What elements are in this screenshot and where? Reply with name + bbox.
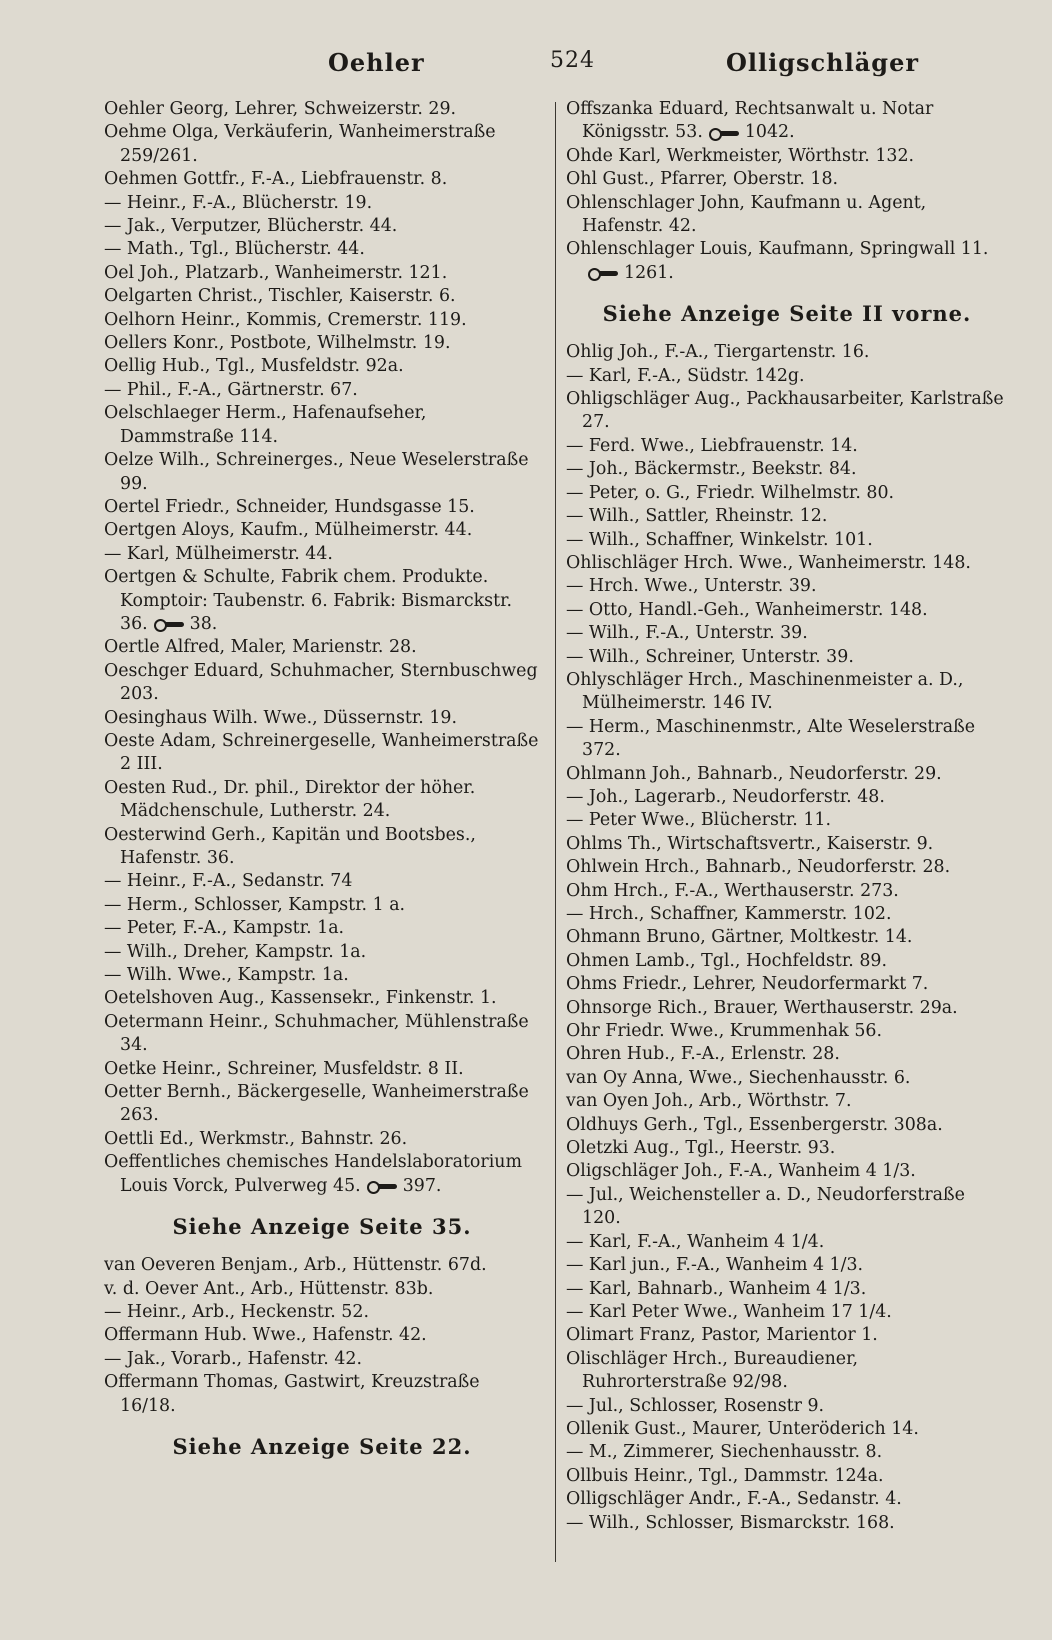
directory-entry (104, 332, 540, 355)
entry-text: — Herm., Maschinenmstr., Alte Weselerstraße 372. (566, 716, 976, 761)
entry-text: van Oyen Joh., Arb., Wörthstr. 7. (566, 1091, 852, 1112)
directory-entry (566, 1067, 1008, 1090)
entry-text: — Peter, F.-A., Kampstr. 1a. (104, 918, 345, 939)
entry-text: Oelze Wilh., Schreinerges., Neue Weselerstraße 99. (104, 450, 529, 494)
entry-text: — Peter, o. G., Friedr. Wilhelmstr. 80. (566, 482, 895, 503)
directory-entry (566, 786, 1008, 809)
entry-text: — Karl, F.-A., Wanheim 4 1/4. (566, 1231, 825, 1252)
entry-text: — Joh., Bäckermstr., Beekstr. 84. (566, 459, 857, 480)
entry-text: — Math., Tgl., Blücherstr. 44. (104, 239, 365, 260)
directory-entry (104, 1128, 540, 1151)
directory-entry (104, 730, 540, 777)
entry-text: Oletzki Aug., Tgl., Heerstr. 93. (566, 1138, 836, 1159)
entry-text: Ohm Hrch., F.-A., Werthauserstr. 273. (566, 880, 899, 901)
entry-text: Oesinghaus Wilh. Wwe., Düssernstr. 19. (104, 707, 457, 728)
directory-entry (566, 1278, 1008, 1301)
entry-text: Olligschläger Andr., F.-A., Sedanstr. 4. (566, 1489, 902, 1510)
directory-entry (566, 458, 1008, 481)
entry-text: Oel Joh., Platzarb., Wanheimerstr. 121. (104, 262, 448, 283)
entry-text: Oesten Rud., Dr. phil., Direktor der höher. Mädchenschule, Lutherstr. 24. (104, 777, 476, 822)
entry-text: Oesterwind Gerh., Kapitän und Bootsbes., Hafenstr. 36. (104, 824, 476, 868)
entry-text: Oelgarten Christ., Tischler, Kaiserstr. 6. (104, 286, 456, 307)
directory-entry (104, 660, 540, 707)
entry-text: Ohlenschlager John, Kaufmann u. Agent, Hafenstr. 42. (566, 192, 927, 237)
directory-entry (104, 1301, 540, 1324)
directory-entry (566, 1090, 1008, 1113)
entry-text: — Jak., Vorarb., Hafenstr. 42. (104, 1348, 363, 1369)
directory-entry (566, 1465, 1008, 1488)
entry-text: — Karl jun., F.-A., Wanheim 4 1/3. (566, 1255, 864, 1276)
directory-entry (104, 215, 540, 238)
entry-text: Oehler Georg, Lehrer, Schweizerstr. 29. (104, 99, 457, 119)
directory-entry (104, 987, 540, 1010)
directory-entry (104, 238, 540, 261)
left-column (104, 98, 540, 1474)
entry-text: — Wilh. Wwe., Kampstr. 1a. (104, 965, 349, 986)
entry-text: — Jak., Verputzer, Blücherstr. 44. (104, 216, 398, 237)
page-number: 524 (550, 48, 595, 73)
entry-text: Offermann Thomas, Gastwirt, Kreuzstraße 16/18. (104, 1372, 480, 1416)
entry-text: Offermann Hub. Wwe., Hafenstr. 42. (104, 1325, 427, 1346)
directory-entry (566, 1231, 1008, 1254)
directory-entry (104, 496, 540, 519)
directory-entry (566, 1160, 1008, 1183)
entry-text: — M., Zimmerer, Siechenhausstr. 8. (566, 1442, 883, 1463)
directory-entry (104, 262, 540, 285)
directory-entry (104, 168, 540, 191)
directory-entry (104, 192, 540, 215)
directory-entry (566, 856, 1008, 879)
entry-text: Oelschlaeger Herm., Hafenaufseher, Dammstraße 114. (104, 403, 427, 447)
entry-text: Oetermann Heinr., Schuhmacher, Mühlenstraße 34. (104, 1011, 529, 1056)
directory-entry (566, 1512, 1008, 1535)
telephone-icon (588, 267, 618, 279)
entry-text: Ohmen Lamb., Tgl., Hochfeldstr. 89. (566, 950, 887, 971)
directory-entry (566, 997, 1008, 1020)
entry-text: Oetter Bernh., Bäckergeselle, Wanheimerstraße 263. (104, 1082, 529, 1126)
directory-entry (566, 1488, 1008, 1511)
directory-entry (566, 809, 1008, 832)
entry-text: Oertgen & Schulte, Fabrik chem. Produkte. Komptoir: Taubenstr. 6. Fabrik: Bismarckstr. 36. (104, 567, 513, 634)
entry-text: — Hrch., Schaffner, Kammerstr. 102. (566, 904, 892, 924)
directory-entry (104, 941, 540, 964)
telephone-number: 1042. (744, 122, 795, 143)
entry-text: Oelhorn Heinr., Kommis, Cremerstr. 119. (104, 309, 467, 330)
page-header (0, 48, 1052, 88)
entry-text: — Wilh., Schlosser, Bismarckstr. 168. (566, 1512, 895, 1533)
entry-text: Oldhuys Gerh., Tgl., Essenbergerstr. 308a. (566, 1114, 943, 1135)
directory-entry (566, 1020, 1008, 1043)
directory-entry (104, 449, 540, 496)
telephone-number: 1261. (624, 262, 674, 283)
entry-text: Oeste Adam, Schreinergeselle, Wanheimerstraße 2 III. (104, 730, 539, 775)
directory-entry (104, 894, 540, 917)
entry-text: Oeschger Eduard, Schuhmacher, Sternbuschweg 203. (104, 660, 538, 705)
entry-text: Oettli Ed., Werkmstr., Bahnstr. 26. (104, 1128, 408, 1149)
directory-entry (566, 646, 1008, 669)
directory-entry (104, 543, 540, 566)
entry-text: v. d. Oever Ant., Arb., Hüttenstr. 83b. (104, 1278, 434, 1299)
directory-entry (566, 529, 1008, 552)
entry-text: — Wilh., Schaffner, Winkelstr. 101. (566, 529, 873, 550)
entry-text: Ohren Hub., F.-A., Erlenstr. 28. (566, 1044, 840, 1065)
entry-text: — Heinr., Arb., Heckenstr. 52. (104, 1301, 369, 1322)
entry-text: — Karl, Mülheimerstr. 44. (104, 543, 333, 564)
entry-text: Ohnsorge Rich., Brauer, Werthauserstr. 29a. (566, 997, 958, 1018)
entry-text: Olischläger Hrch., Bureaudiener, Ruhrorterstraße 92/98. (566, 1348, 859, 1393)
entry-text: Ohlischläger Hrch. Wwe., Wanheimerstr. 148. (566, 552, 971, 573)
right-column (566, 98, 1008, 1535)
entry-text: Ohmann Bruno, Gärtner, Moltkestr. 14. (566, 927, 913, 948)
directory-entry (104, 121, 540, 168)
directory-entry (566, 365, 1008, 388)
entry-text: Oertgen Aloys, Kaufm., Mülheimerstr. 44. (104, 520, 473, 541)
directory-entry (104, 402, 540, 449)
directory-entry (566, 238, 1008, 285)
directory-entry (566, 1395, 1008, 1418)
entry-text: — Heinr., F.-A., Sedanstr. 74 (104, 871, 353, 892)
entry-text: Ollbuis Heinr., Tgl., Dammstr. 124a. (566, 1465, 884, 1486)
directory-entry (104, 309, 540, 332)
entry-text: Oehmen Gottfr., F.-A., Liebfrauenstr. 8. (104, 169, 448, 190)
directory-entry (566, 716, 1008, 763)
directory-entry (566, 1418, 1008, 1441)
directory-entry (566, 973, 1008, 996)
directory-entry (566, 575, 1008, 598)
entry-text: Ohde Karl, Werkmeister, Wörthstr. 132. (566, 145, 915, 166)
directory-entry (566, 168, 1008, 191)
directory-entry (566, 950, 1008, 973)
directory-entry (104, 379, 540, 402)
directory-entry (566, 622, 1008, 645)
entry-text: Ohlwein Hrch., Bahnarb., Neudorferstr. 28. (566, 857, 951, 878)
directory-entry (104, 1011, 540, 1058)
header-left-keyword: Oehler (328, 48, 425, 77)
entry-text: — Karl, F.-A., Südstr. 142g. (566, 365, 805, 386)
directory-entry (566, 1441, 1008, 1464)
entry-text: Ohms Friedr., Lehrer, Neudorfermarkt 7. (566, 974, 929, 995)
entry-text: Oellers Konr., Postbote, Wilhelmstr. 19. (104, 333, 451, 354)
entry-text: Ohlig Joh., F.-A., Tiergartenstr. 16. (566, 342, 870, 363)
directory-entry (566, 1043, 1008, 1066)
directory-entry (566, 341, 1008, 364)
entry-text: Offszanka Eduard, Rechtsanwalt u. Notar Königsstr. 53. (566, 99, 934, 143)
directory-entry (566, 903, 1008, 926)
directory-entry (566, 98, 1008, 145)
entry-text: Ohlenschlager Louis, Kaufmann, Springwall 11. (566, 239, 989, 260)
directory-entry (566, 1137, 1008, 1160)
entry-text: — Otto, Handl.-Geh., Wanheimerstr. 148. (566, 599, 928, 620)
entry-text: Oligschläger Joh., F.-A., Wanheim 4 1/3. (566, 1161, 916, 1182)
entry-text: Oellig Hub., Tgl., Musfeldstr. 92a. (104, 356, 404, 377)
directory-entry (104, 519, 540, 542)
directory-entry (566, 1324, 1008, 1347)
directory-entry (566, 1114, 1008, 1137)
entry-text: van Oy Anna, Wwe., Siechenhausstr. 6. (566, 1067, 911, 1088)
entry-text: — Wilh., Schreiner, Unterstr. 39. (566, 646, 854, 667)
directory-entry (104, 98, 540, 121)
directory-entry (566, 1348, 1008, 1395)
entry-text: Ohlmann Joh., Bahnarb., Neudorferstr. 29. (566, 763, 942, 784)
directory-entry (104, 870, 540, 893)
entry-text: Ohr Friedr. Wwe., Krummenhak 56. (566, 1021, 883, 1042)
entry-text: Oeffentliches chemisches Handelslaboratorium Louis Vorck, Pulverweg 45. (104, 1152, 522, 1196)
entry-text: Oertel Friedr., Schneider, Hundsgasse 15. (104, 496, 475, 517)
entry-text: — Peter Wwe., Blücherstr. 11. (566, 810, 832, 831)
entry-text: Oehme Olga, Verkäuferin, Wanheimerstraße 259/261. (104, 122, 496, 166)
directory-entry (566, 763, 1008, 786)
telephone-icon (367, 1180, 397, 1192)
directory-entry (566, 482, 1008, 505)
telephone-icon (154, 618, 184, 630)
directory-entry (566, 833, 1008, 856)
directory-entry (566, 552, 1008, 575)
directory-entry (566, 880, 1008, 903)
directory-entry (104, 1324, 540, 1347)
directory-entry (104, 777, 540, 824)
entry-text: Ohligschläger Aug., Packhausarbeiter, Karlstraße 27. (566, 389, 1004, 433)
directory-entry (104, 636, 540, 659)
header-right-keyword: Olligschläger (726, 48, 919, 77)
directory-entry (566, 1254, 1008, 1277)
directory-entry (104, 566, 540, 636)
directory-entry (104, 824, 540, 871)
directory-entry (104, 1278, 540, 1301)
entry-text: Olimart Franz, Pastor, Marientor 1. (566, 1325, 878, 1346)
entry-text: — Phil., F.-A., Gärtnerstr. 67. (104, 379, 358, 400)
entry-text: Ohlyschläger Hrch., Maschinenmeister a. D., Mülheimerstr. 146 IV. (566, 669, 964, 714)
entry-text: — Karl Peter Wwe., Wanheim 17 1/4. (566, 1301, 892, 1322)
telephone-number: 397. (402, 1175, 442, 1196)
entry-text: — Karl, Bahnarb., Wanheim 4 1/3. (566, 1278, 867, 1299)
entry-text: Oetke Heinr., Schreiner, Musfeldstr. 8 II. (104, 1058, 464, 1079)
entry-text: — Joh., Lagerarb., Neudorferstr. 48. (566, 786, 885, 807)
directory-entry (104, 1254, 540, 1277)
entry-text: — Hrch. Wwe., Unterstr. 39. (566, 576, 817, 597)
entry-text: — Wilh., F.-A., Unterstr. 39. (566, 623, 808, 644)
entry-text: — Ferd. Wwe., Liebfrauenstr. 14. (566, 435, 858, 456)
directory-entry (104, 1058, 540, 1081)
entry-text: Ollenik Gust., Maurer, Unteröderich 14. (566, 1418, 919, 1439)
directory-entry (104, 1081, 540, 1128)
entry-text: — Wilh., Sattler, Rheinstr. 12. (566, 506, 828, 527)
entry-text: — Wilh., Dreher, Kampstr. 1a. (104, 941, 367, 962)
directory-entry (566, 669, 1008, 716)
entry-text: Oertle Alfred, Maler, Marienstr. 28. (104, 637, 417, 658)
entry-text: — Heinr., F.-A., Blücherstr. 19. (104, 192, 373, 213)
directory-entry (566, 1184, 1008, 1231)
directory-entry (104, 917, 540, 940)
directory-entry (566, 145, 1008, 168)
directory-entry (566, 388, 1008, 435)
entry-text: Oetelshoven Aug., Kassensekr., Finkenstr. 1. (104, 988, 497, 1009)
entry-text: van Oeveren Benjam., Arb., Hüttenstr. 67d. (104, 1255, 487, 1276)
directory-entry (566, 926, 1008, 949)
entry-text: — Jul., Weichensteller a. D., Neudorferstraße 120. (566, 1184, 965, 1229)
directory-entry (104, 964, 540, 987)
entry-text: — Herm., Schlosser, Kampstr. 1 a. (104, 894, 406, 915)
advertisement-notice: Siehe Anzeige Seite 22. (172, 1433, 472, 1459)
telephone-icon (709, 127, 739, 139)
directory-entry (104, 1371, 540, 1418)
directory-entry (566, 1301, 1008, 1324)
directory-entry (104, 1348, 540, 1371)
directory-entry (104, 707, 540, 730)
entry-text: Ohlms Th., Wirtschaftsvertr., Kaiserstr. 9. (566, 833, 934, 854)
advertisement-notice: Siehe Anzeige Seite II vorne. (602, 301, 972, 327)
directory-entry (104, 355, 540, 378)
directory-entry (104, 285, 540, 308)
directory-entry (566, 599, 1008, 622)
entry-text: Ohl Gust., Pfarrer, Oberstr. 18. (566, 169, 839, 190)
telephone-number: 38. (189, 613, 218, 634)
directory-entry (104, 1151, 540, 1198)
directory-entry (566, 505, 1008, 528)
directory-entry (566, 192, 1008, 239)
directory-entry (566, 435, 1008, 458)
entry-text: — Jul., Schlosser, Rosenstr 9. (566, 1395, 825, 1416)
advertisement-notice: Siehe Anzeige Seite 35. (172, 1214, 472, 1240)
